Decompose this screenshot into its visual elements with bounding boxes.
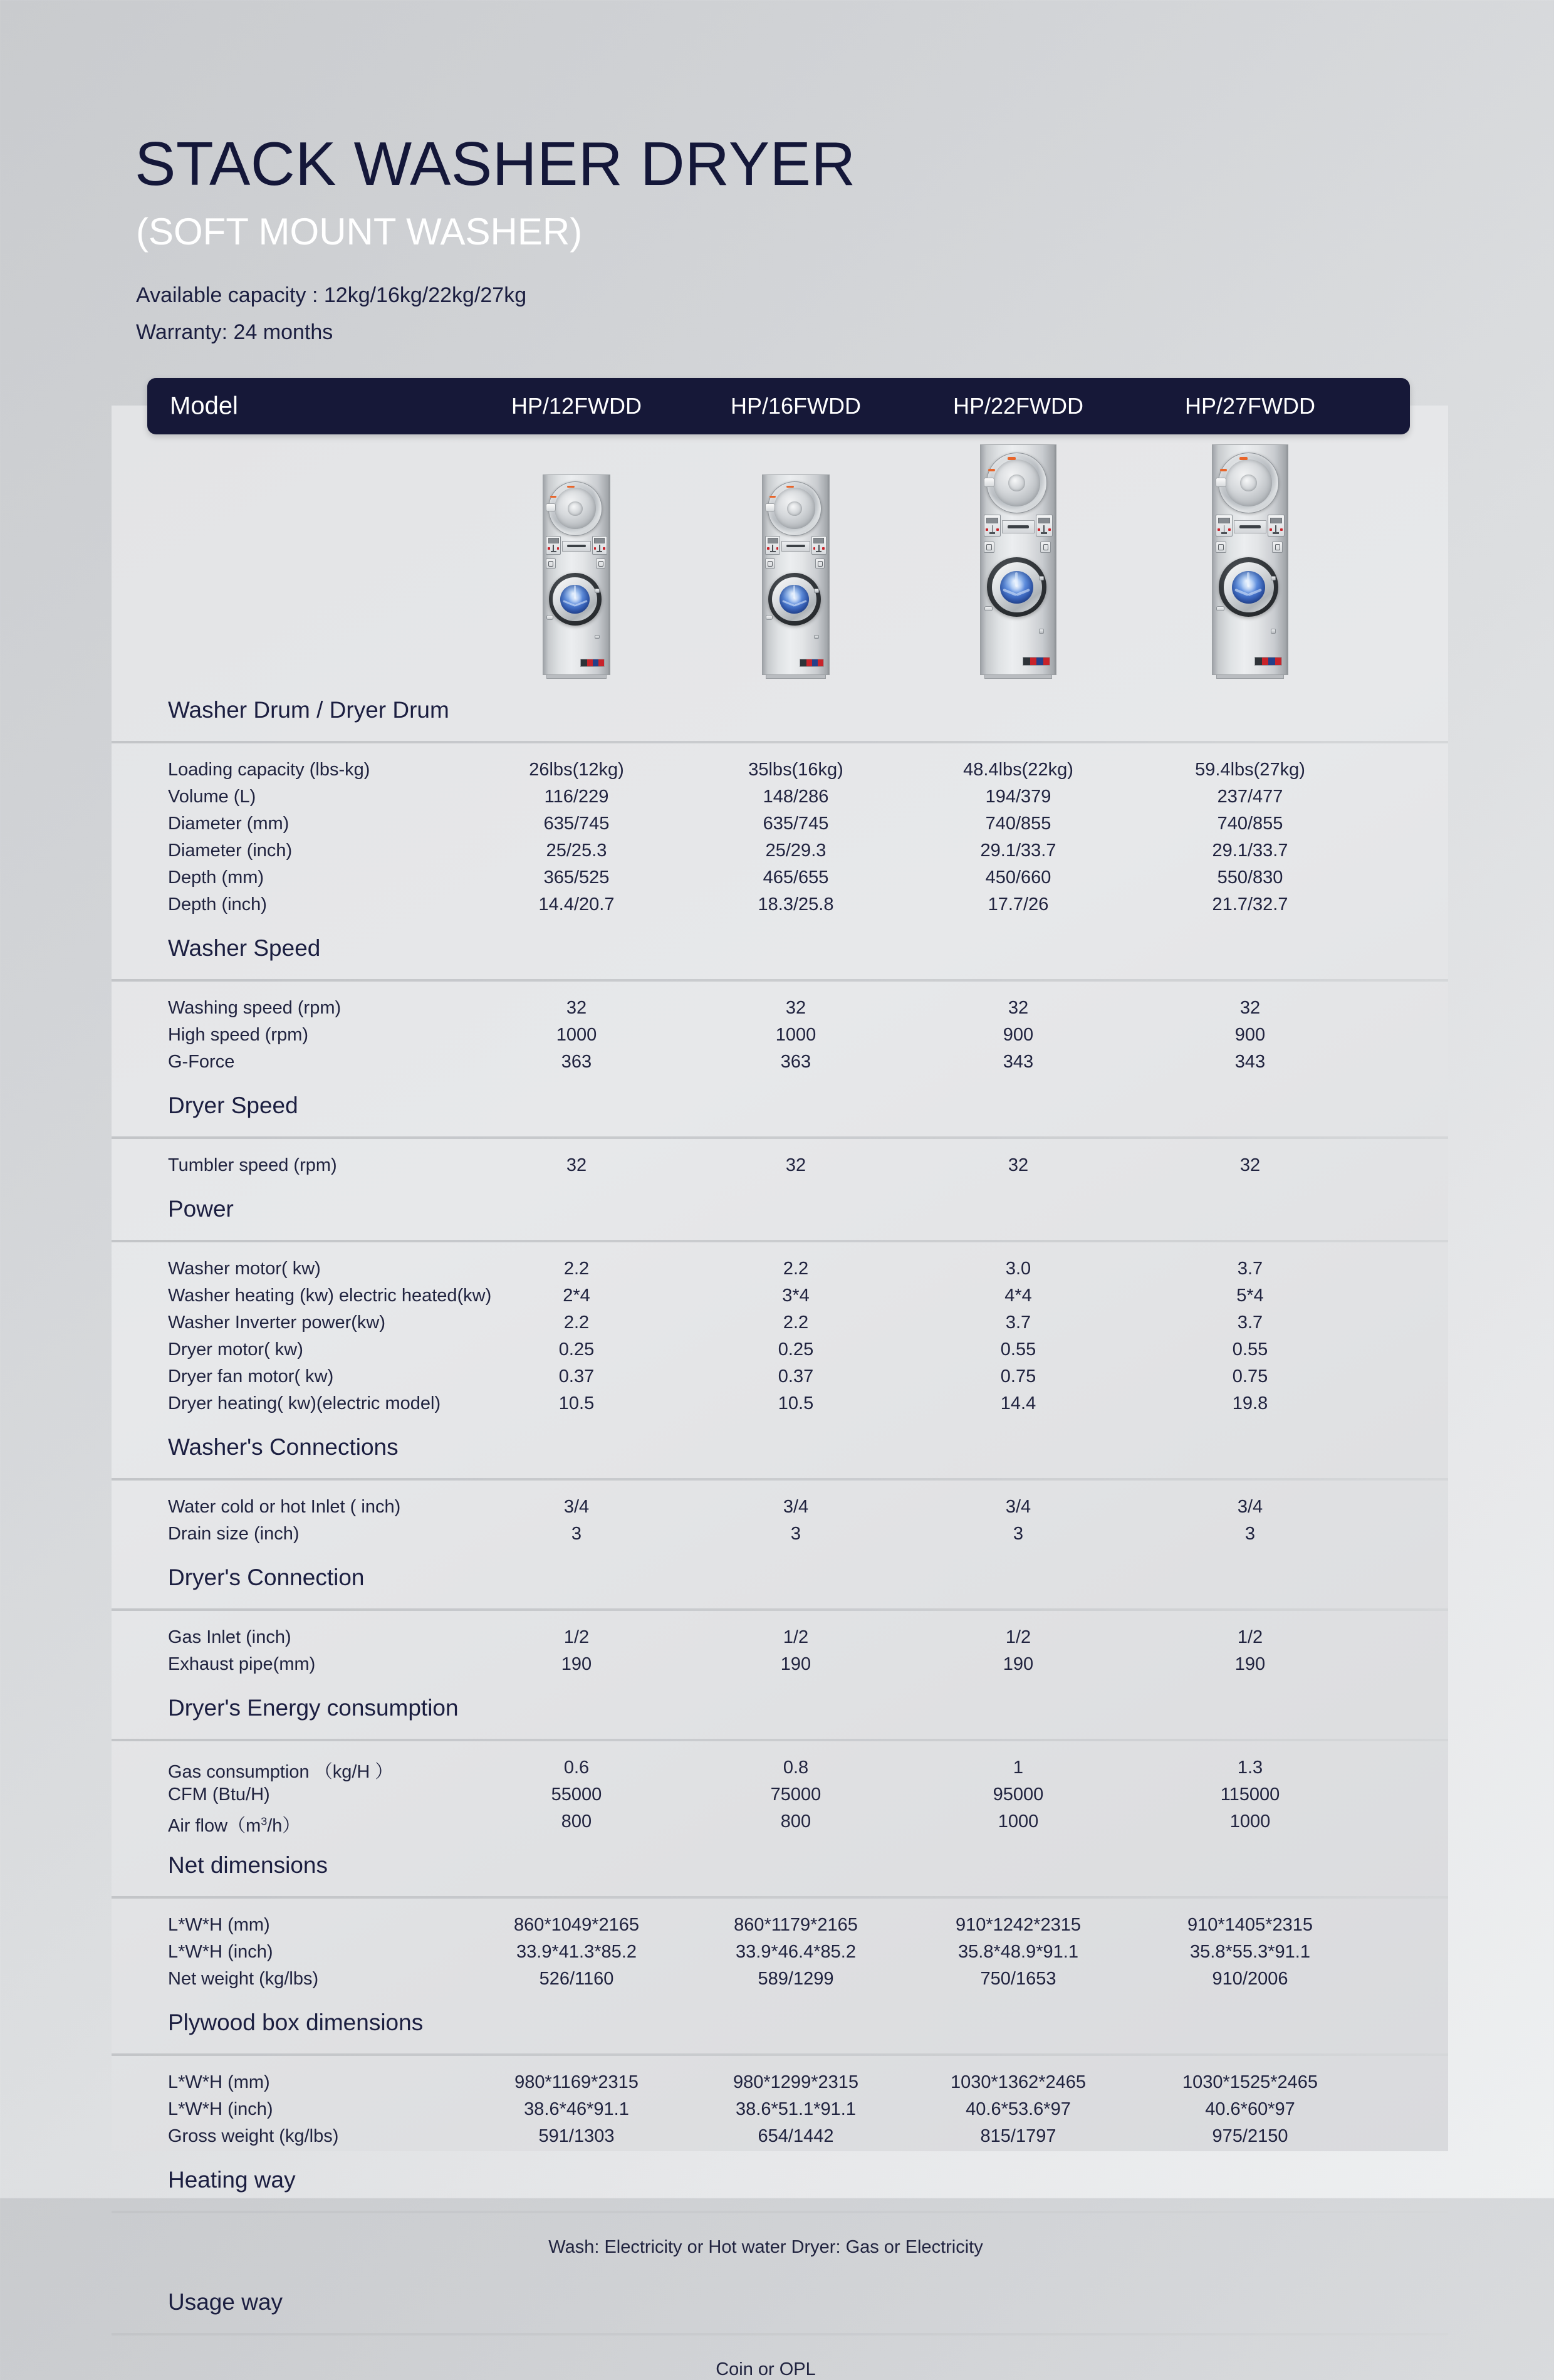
spec-row-value: 3 (571, 1524, 582, 1544)
spec-row-span-value: Wash: Electricity or Hot water Dryer: Gas or Electricity (548, 2237, 983, 2257)
dryer-clip-top (567, 486, 575, 488)
dryer-button-left[interactable] (1218, 528, 1220, 532)
spec-row-value: 32 (566, 1155, 587, 1175)
dryer-lever-bar (551, 551, 556, 552)
washer-control-panel[interactable] (1268, 515, 1285, 537)
spec-row-value: 29.1/33.7 (1212, 841, 1288, 861)
dryer-drum-hub (568, 501, 583, 516)
glass-highlight (568, 592, 583, 605)
washer-lever-bar (1041, 532, 1047, 534)
spec-row-value: 35lbs(16kg) (748, 760, 843, 780)
spec-row-value: 4*4 (1004, 1286, 1032, 1306)
dryer-lever-bar (989, 532, 996, 534)
dryer-button-left[interactable] (767, 547, 769, 550)
dryer-door (548, 481, 602, 535)
stack-washer-dryer-22kg (980, 444, 1056, 675)
washer-lever-bar (1273, 532, 1279, 534)
spec-row-value: 40.6*53.6*97 (966, 2099, 1071, 2119)
spec-row-value: 740/855 (1217, 814, 1283, 834)
washer-display (1270, 518, 1282, 524)
spec-row-value: 0.55 (1000, 1339, 1036, 1360)
washer-button-left[interactable] (813, 547, 815, 550)
spec-row-value: 35.8*48.9*91.1 (958, 1942, 1078, 1962)
section-heading: Net dimensions (168, 1852, 328, 1878)
spec-row-value: 0.55 (1232, 1339, 1268, 1360)
model-column-1: HP/12FWDD (511, 393, 642, 419)
spec-row-label: Washer Inverter power(kw) (168, 1313, 386, 1333)
stack-washer-dryer-12kg (543, 474, 610, 675)
section-heading: Dryer's Connection (168, 1565, 365, 1590)
spec-row-value: 32 (1239, 1155, 1261, 1175)
spec-row-value: 550/830 (1217, 868, 1283, 888)
spec-row-value: 25/25.3 (546, 841, 607, 861)
warranty-text: Warranty: 24 months (136, 320, 333, 344)
washer-door-ring (1224, 562, 1274, 612)
spec-row-value: 33.9*46.4*85.2 (736, 1942, 856, 1962)
spec-row-value: 38.6*46*91.1 (524, 2099, 629, 2119)
section-divider (112, 2211, 1448, 2213)
control-label-strip (800, 659, 824, 667)
spec-row-label: Exhaust pipe(mm) (168, 1654, 316, 1674)
spec-row-value: 2.2 (563, 1313, 590, 1333)
spec-row-value: 591/1303 (538, 2126, 615, 2146)
spec-row-value: 3/4 (783, 1497, 809, 1517)
spec-row-value: 14.4/20.7 (538, 894, 615, 915)
spec-row-value: 1/2 (1005, 1627, 1031, 1647)
spec-row-value: 21.7/32.7 (1212, 894, 1288, 915)
spec-row-value: 38.6*51.1*91.1 (736, 2099, 856, 2119)
washer-start-button[interactable] (1272, 542, 1283, 553)
spec-row-value: 3 (790, 1524, 801, 1544)
spec-row-value: 2.2 (783, 1259, 809, 1279)
spec-row-label: Depth (mm) (168, 868, 264, 888)
washer-lever-bar (597, 551, 602, 552)
dryer-start-button[interactable] (984, 542, 994, 553)
washer-control-panel[interactable] (811, 536, 827, 555)
spec-row-value: 3*4 (782, 1286, 810, 1306)
dryer-start-button[interactable] (765, 558, 774, 569)
spec-row-value: 3.7 (1237, 1259, 1263, 1279)
stack-washer-dryer-27kg (1212, 444, 1288, 675)
spec-row-value: 2*4 (563, 1286, 590, 1306)
spec-row-value: 3 (1244, 1524, 1256, 1544)
coin-slit (1008, 525, 1028, 528)
section-heading: Dryer's Energy consumption (168, 1695, 459, 1721)
spec-row-label: Washer motor( kw) (168, 1259, 321, 1279)
spec-row-value: 1000 (556, 1025, 597, 1045)
spec-row-value: 343 (1003, 1052, 1034, 1072)
spec-row-value: 3.7 (1237, 1313, 1263, 1333)
spec-row-value: 980*1299*2315 (733, 2072, 858, 2092)
spec-row-value: 900 (1234, 1025, 1266, 1045)
dryer-door (1218, 453, 1280, 514)
washer-door-hinge-top (1039, 576, 1045, 580)
model-header-label: Model (170, 392, 238, 420)
model-column-3: HP/22FWDD (952, 393, 1084, 419)
spec-row-label: Air $flow(m^3/h)$ (168, 1815, 301, 1836)
spec-row-value: 19.8 (1232, 1393, 1268, 1413)
spec-row-value: 32 (785, 998, 806, 1018)
spec-row-label: Gas consumption （kg/H ） (168, 1762, 394, 1782)
spec-row-value: 1.3 (1237, 1758, 1263, 1778)
coin-slit (567, 545, 585, 547)
spec-row-label: Washer heating (kw) electric heated(kw) (168, 1286, 492, 1306)
spec-row-value: 635/745 (543, 814, 610, 834)
dryer-start-button[interactable] (1216, 542, 1226, 553)
model-header-bar (147, 378, 1410, 434)
spec-row-label: Diameter (mm) (168, 814, 289, 834)
washer-door-glass (1232, 571, 1265, 604)
spec-row-value: 32 (1239, 998, 1261, 1018)
washer-door-hinge-bottom (1039, 629, 1045, 633)
spec-row-value: 450/660 (985, 868, 1051, 888)
washer-door-handle[interactable] (1216, 606, 1224, 612)
dryer-clip-left (550, 496, 556, 498)
spec-row-value: 194/379 (985, 787, 1051, 807)
coin-slit (786, 545, 805, 547)
spec-row-value: 1000 (775, 1025, 816, 1045)
spec-row-label: CFM (Btu/H) (168, 1785, 270, 1805)
spec-row-value: 3/4 (1005, 1497, 1031, 1517)
section-divider (112, 2333, 1448, 2335)
coin-slot[interactable] (562, 541, 590, 552)
spec-row-value: 40.6*60*97 (1205, 2099, 1295, 2119)
spec-row-value: 190 (780, 1654, 811, 1674)
spec-row-value: 0.6 (563, 1758, 590, 1778)
spec-row-value: 55000 (551, 1785, 602, 1805)
spec-row-value: 1/2 (1237, 1627, 1263, 1647)
spec-row-value: 32 (1008, 998, 1029, 1018)
control-label-strip (1023, 657, 1050, 666)
spec-row-value: 3 (1013, 1524, 1024, 1544)
spec-row-value: 26lbs(12kg) (529, 760, 624, 780)
section-divider (112, 741, 1448, 743)
spec-row-label: L*W*H (inch) (168, 2099, 273, 2119)
washer-door-hinge-bottom (1271, 629, 1276, 633)
coin-slit (1239, 525, 1260, 528)
washer-door-glass (1000, 571, 1033, 604)
spec-row-value: 0.37 (778, 1366, 814, 1387)
washer-door[interactable] (987, 557, 1046, 617)
section-heading: Dryer Speed (168, 1093, 298, 1118)
spec-row-value: 2.2 (563, 1259, 590, 1279)
section-heading: Usage way (168, 2289, 283, 2315)
spec-row-value: 95000 (993, 1785, 1044, 1805)
washer-door[interactable] (549, 573, 602, 626)
washer-display (813, 538, 824, 543)
spec-row-value: 3.0 (1005, 1259, 1031, 1279)
spec-row-value: 343 (1234, 1052, 1266, 1072)
washer-door-hinge-top (814, 589, 819, 592)
spec-row-value: 5*4 (1236, 1286, 1264, 1306)
spec-row-label: Net weight (kg/lbs) (168, 1969, 319, 1989)
spec-row-value: 365/525 (543, 868, 610, 888)
dryer-button-right[interactable] (776, 547, 778, 550)
washer-display (594, 538, 605, 543)
spec-row-value: 115000 (1220, 1785, 1280, 1805)
spec-row-value: 10.5 (558, 1393, 595, 1413)
coin-slot[interactable] (1234, 520, 1266, 533)
washer-button-left[interactable] (1270, 528, 1272, 532)
spec-row-value: 526/1160 (539, 1969, 614, 1989)
section-heading: Plywood box dimensions (168, 2010, 424, 2035)
page-subtitle: (SOFT MOUNT WASHER) (136, 211, 583, 253)
spec-row-value: 363 (780, 1052, 811, 1072)
spec-row-value: 589/1299 (758, 1969, 834, 1989)
dryer-door-latch[interactable] (1216, 478, 1226, 487)
washer-door-hinge-top (595, 589, 600, 592)
spec-row-value: 815/1797 (980, 2126, 1056, 2146)
spec-row-value: 1000 (998, 1811, 1039, 1832)
section-divider (112, 1608, 1448, 1611)
spec-row-value: 32 (566, 998, 587, 1018)
section-divider (112, 1896, 1448, 1899)
spec-row-value: 148/286 (763, 787, 829, 807)
spec-row-label: Diameter (inch) (168, 841, 293, 861)
dryer-door-latch[interactable] (765, 503, 774, 511)
spec-row-label: Dryer motor( kw) (168, 1339, 303, 1360)
machine-base (766, 674, 825, 679)
washer-display (1038, 518, 1050, 524)
spec-row-value: 32 (785, 1155, 806, 1175)
dryer-control-panel[interactable] (1216, 515, 1233, 537)
dryer-control-panel[interactable] (984, 515, 1001, 537)
washer-door-hinge-bottom (814, 635, 819, 639)
spec-row-label: Loading capacity (lbs-kg) (168, 760, 370, 780)
washer-door[interactable] (1219, 557, 1278, 617)
dryer-clip-left (1220, 469, 1227, 471)
spec-row-value: 1000 (1229, 1811, 1271, 1832)
spec-row-value: 800 (561, 1811, 592, 1832)
spec-row-value: 3/4 (1237, 1497, 1263, 1517)
spec-row-value: 0.75 (1000, 1366, 1036, 1387)
dryer-display (548, 538, 559, 543)
page-title: STACK WASHER DRYER (135, 129, 856, 198)
spec-row-value: 900 (1003, 1025, 1034, 1045)
washer-button-left[interactable] (594, 547, 596, 550)
washer-door-ring (553, 577, 597, 622)
dryer-button-right[interactable] (557, 547, 559, 550)
spec-row-label: Washing speed (rpm) (168, 998, 342, 1018)
spec-row-value: 18.3/25.8 (758, 894, 834, 915)
available-capacity-text: Available capacity : 12kg/16kg/22kg/27kg (136, 283, 527, 307)
spec-row-label: High speed (rpm) (168, 1025, 309, 1045)
spec-row-label: Dryer fan motor( kw) (168, 1366, 334, 1387)
washer-start-button[interactable] (596, 558, 605, 569)
spec-row-value: 29.1/33.7 (980, 841, 1056, 861)
machine-base (984, 674, 1051, 679)
spec-row-value: 910/2006 (1212, 1969, 1288, 1989)
dryer-door (986, 453, 1048, 514)
section-divider (112, 1739, 1448, 1741)
washer-button-right[interactable] (603, 547, 605, 550)
washer-start-button[interactable] (1040, 542, 1051, 553)
spec-row-value: 75000 (770, 1785, 821, 1805)
spec-row-value: 32 (1008, 1155, 1029, 1175)
control-label-strip (1254, 657, 1282, 666)
spec-row-label: G-Force (168, 1052, 235, 1072)
dryer-door (768, 481, 821, 535)
glass-highlight (788, 592, 802, 605)
section-heading: Washer's Connections (168, 1434, 399, 1460)
section-heading: Washer Drum / Dryer Drum (168, 697, 449, 723)
washer-door-handle[interactable] (984, 606, 992, 612)
machine-base (1216, 674, 1283, 679)
section-divider (112, 1478, 1448, 1481)
spec-row-value: 910*1242*2315 (956, 1915, 1081, 1935)
spec-row-value: 3.7 (1005, 1313, 1031, 1333)
dryer-clip-top (1239, 457, 1248, 459)
spec-row-span-value: Coin or OPL (716, 2359, 816, 2379)
spec-row-value: 910*1405*2315 (1187, 1915, 1313, 1935)
spec-row-value: 0.25 (558, 1339, 595, 1360)
spec-row-value: 59.4lbs(27kg) (1195, 760, 1305, 780)
spec-row-value: 0.8 (783, 1758, 809, 1778)
dryer-door-latch[interactable] (984, 478, 994, 487)
washer-door-ring (772, 577, 816, 622)
spec-row-label: L*W*H (mm) (168, 2072, 270, 2092)
spec-row-value: 1030*1525*2465 (1182, 2072, 1318, 2092)
spec-row-value: 190 (561, 1654, 592, 1674)
spec-row-value: 975/2150 (1212, 2126, 1288, 2146)
machine-base (546, 674, 606, 679)
model-column-2: HP/16FWDD (730, 393, 862, 419)
spec-row-value: 0.75 (1232, 1366, 1268, 1387)
spec-row-value: 1/2 (783, 1627, 809, 1647)
section-divider (112, 1240, 1448, 1242)
washer-button-right[interactable] (1280, 528, 1283, 532)
dryer-button-right[interactable] (1228, 528, 1231, 532)
spec-row-label: Tumbler speed (rpm) (168, 1155, 337, 1175)
dryer-control-panel[interactable] (765, 536, 780, 555)
spec-row-value: 48.4lbs(22kg) (963, 760, 1073, 780)
dryer-display (986, 518, 998, 524)
spec-row-value: 35.8*55.3*91.1 (1190, 1942, 1310, 1962)
dryer-display (1218, 518, 1230, 524)
washer-control-panel[interactable] (1036, 515, 1053, 537)
dryer-drum-hub (787, 501, 802, 516)
spec-row-value: 190 (1003, 1654, 1034, 1674)
spec-row-value: 465/655 (763, 868, 829, 888)
section-divider (112, 1136, 1448, 1139)
spec-row-value: 0.25 (778, 1339, 814, 1360)
washer-door-ring (992, 562, 1042, 612)
washer-door-glass (780, 585, 809, 614)
spec-row-value: 654/1442 (758, 2126, 834, 2146)
spec-row-label: Dryer heating( kw)(electric model) (168, 1393, 441, 1413)
dryer-drum-hub (1240, 474, 1257, 491)
spec-row-label: L*W*H (mm) (168, 1915, 270, 1935)
washer-button-right[interactable] (1048, 528, 1051, 532)
dryer-clip-top (786, 486, 794, 488)
dryer-door-latch[interactable] (546, 503, 555, 511)
coin-slot[interactable] (781, 541, 810, 552)
washer-button-right[interactable] (822, 547, 824, 550)
section-heading: Washer Speed (168, 935, 321, 961)
section-divider (112, 2053, 1448, 2056)
dryer-button-right[interactable] (996, 528, 999, 532)
spec-row-value: 800 (780, 1811, 811, 1832)
spec-row-value: 860*1179*2165 (734, 1915, 858, 1935)
dryer-clip-top (1008, 457, 1016, 459)
washer-button-left[interactable] (1038, 528, 1040, 532)
spec-row-value: 0.37 (558, 1366, 595, 1387)
dryer-lever-bar (1221, 532, 1228, 534)
spec-row-value: 17.7/26 (988, 894, 1049, 915)
spec-row-value: 750/1653 (980, 1969, 1056, 1989)
stack-washer-dryer-16kg (762, 474, 830, 675)
washer-door-hinge-top (1271, 576, 1276, 580)
washer-door-handle[interactable] (546, 615, 553, 620)
spec-row-value: 10.5 (778, 1393, 814, 1413)
spec-row-value: 3/4 (563, 1497, 590, 1517)
spec-row-value: 116/229 (544, 787, 609, 807)
dryer-clip-left (769, 496, 776, 498)
dryer-button-left[interactable] (986, 528, 988, 532)
dryer-clip-left (988, 469, 995, 471)
dryer-lever-bar (770, 551, 776, 552)
spec-row-label: Drain size (inch) (168, 1524, 300, 1544)
spec-row-value: 740/855 (985, 814, 1051, 834)
section-heading: Heating way (168, 2167, 296, 2193)
dryer-drum-hub (1008, 474, 1025, 491)
spec-row-label: Volume (L) (168, 787, 256, 807)
spec-row-value: 2.2 (783, 1313, 809, 1333)
spec-row-value: 980*1169*2315 (514, 2072, 639, 2092)
spec-row-value: 1 (1013, 1758, 1024, 1778)
spec-row-value: 237/477 (1217, 787, 1283, 807)
spec-row-value: 860*1049*2165 (514, 1915, 639, 1935)
dryer-display (768, 538, 778, 543)
section-heading: Power (168, 1196, 234, 1222)
dryer-button-left[interactable] (548, 547, 550, 550)
model-column-4: HP/27FWDD (1184, 393, 1316, 419)
coin-slot[interactable] (1002, 520, 1034, 533)
spec-row-label: Water cold or hot Inlet ( inch) (168, 1497, 401, 1517)
dryer-control-panel[interactable] (546, 536, 561, 555)
spec-row-value: 190 (1234, 1654, 1266, 1674)
spec-row-label: Gross weight (kg/lbs) (168, 2126, 339, 2146)
spec-row-value: 14.4 (1000, 1393, 1036, 1413)
washer-start-button[interactable] (815, 558, 825, 569)
spec-row-label: Depth (inch) (168, 894, 267, 915)
spec-row-label: L*W*H (inch) (168, 1942, 273, 1962)
spec-row-value: 635/745 (763, 814, 829, 834)
product-images-row (112, 439, 1448, 686)
spec-row-value: 33.9*41.3*85.2 (516, 1942, 637, 1962)
control-label-strip (580, 659, 605, 667)
washer-lever-bar (816, 551, 821, 552)
spec-row-label: Gas Inlet (inch) (168, 1627, 291, 1647)
spec-row-value: 25/29.3 (765, 841, 827, 861)
washer-control-panel[interactable] (592, 536, 607, 555)
spec-row-value: 363 (561, 1052, 592, 1072)
washer-door[interactable] (768, 573, 821, 626)
washer-door-handle[interactable] (766, 615, 773, 620)
washer-door-hinge-bottom (595, 635, 600, 639)
washer-door-glass (560, 585, 590, 614)
section-divider (112, 979, 1448, 982)
spec-row-value: 1030*1362*2465 (950, 2072, 1087, 2092)
spec-row-value: 1/2 (563, 1627, 590, 1647)
dryer-start-button[interactable] (546, 558, 555, 569)
